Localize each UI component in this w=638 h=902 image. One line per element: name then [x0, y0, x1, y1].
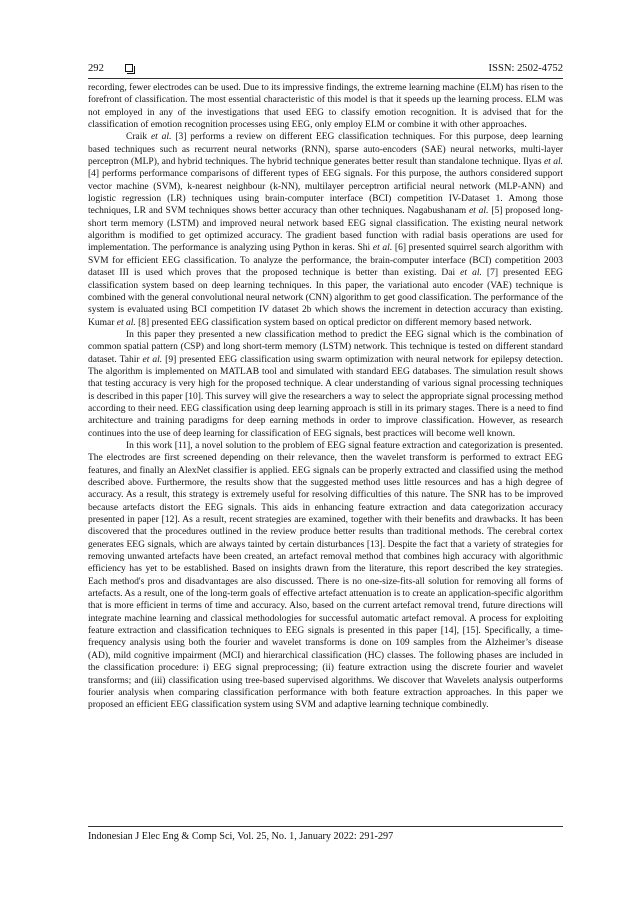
italic-text: et al.	[543, 157, 563, 168]
text-run: [6] presented squirrel search algorithm with SVM for efficient EEG classification. To analyze the performance, the brain-computer interface (BCI) competition 2003 dataset III is used which proves that the proposed technique is better than existing. Dai	[88, 243, 563, 279]
italic-text: et al.	[142, 354, 163, 365]
italic-text: et al.	[460, 268, 482, 279]
paragraph	[88, 82, 563, 131]
italic-text: et al.	[150, 132, 172, 143]
footer-rule	[88, 826, 563, 827]
page-number: 292	[88, 63, 104, 74]
text-run: [5] proposed long-short term memory (LSTM) and improved neural network based EEG signal classification. The existing neural network algorithm is modified to get optimized accuracy. The gradient based function with radial basis operations are used for implementation. The performance is analyzing using Python in keras. Shi	[88, 206, 563, 254]
paragraph	[88, 329, 563, 440]
issn: ISSN: 2502-4752	[488, 63, 563, 74]
paragraph	[88, 440, 563, 712]
paragraph	[88, 131, 563, 329]
body-text	[88, 82, 563, 712]
text-run: [8] presented EEG classification system based on optical predictor on different memory based network.	[135, 317, 532, 328]
italic-text: et al.	[372, 243, 393, 254]
italic-text: et al.	[468, 206, 489, 217]
header-rule	[88, 78, 563, 79]
text-run: In this work [11], a novel solution to the problem of EEG signal feature extraction and categorization is presented. The electrodes are first screened depending on their relevance, then the wavelet transform is performed to extract EEG features, and finally an AlexNet classifier is applied. EEG signals can be properly extracted and classified using the method described above. Furthermore, the results show that the suggested method uses little resources and has a high degree of accuracy. As a result, this strategy is extremely useful for resolving difficulties of this nature. The SNR has to be improved because artefacts distort the EEG signals. This aids in enhancing feature extraction and data categorization accuracy presented in paper [12]. As a result, recent strategies are examined, together with their benefits and drawbacks. It has been discovered that the procedures outlined in the review produce better results than traditional methods. The cerebral cortex generates EEG signals, which are always tainted by certain disturbances [13]. Despite the fact that a variety of strategies for removing unwanted artefacts have been created, an artefact removal method that combines high accuracy with algorithmic efficiency has yet to be established. Based on insights drawn from the literature, this report described the key strategies. Each method's pros and disadvantages are also discussed. There is no one-size-fits-all solution for removing all forms of artefacts. As a result, one of the long-term goals of effective artefact attenuation is to create an application-specific algorithm that is more efficient in terms of time and accuracy. Also, based on the current artefact removal trend, future directions will integrate machine learning and classical methodologies for successful automatic artefact removal. A process for exploiting feature extraction and classification techniques to EEG signals is presented in this paper [14], [15]. Specifically, a time-frequency analysis using both the fourier and wavelet transforms is done on 109 samples from the Alzheimer’s disease (AD), mild cognitive impairment (MCI) and hierarchical classification (HC) classes. The following phases are included in the classification procedure: i) EEG signal preprocessing; (ii) feature extraction using the discrete fourier and wavelet transforms; and (iii) classification using tree-based supervised algorithms. We discover that Wavelets analysis outperforms fourier analysis when comparing classification performance with both feature extraction approaches. In this paper we proposed an efficient EEG classification system using SVM and adaptive learning technique combinedly.	[88, 440, 563, 711]
text-run: [3] performs a review on different EEG classification techniques. For this purpose, deep learning based techniques such as recurrent neural networks (RNN), sparse auto-encoders (SAE) neural networks, multi-layer perceptron (MLP), and hybrid techniques. The hybrid technique generates better result than standalone technique. Ilyas	[88, 132, 563, 168]
page-footer: Indonesian J Elec Eng & Comp Sci, Vol. 25, No. 1, January 2022: 291-297	[88, 831, 394, 842]
text-run: In this paper they presented a new classification method to predict the EEG signal which is the combination of common spatial pattern (CSP) and long short-term memory (LSTM) network. This technique is tested on different standard dataset. Tahir	[88, 329, 563, 365]
text-run: [4] performs performance comparisons of different types of EEG signals. For this purpose, the authors considered support vector machine (SVM), k-nearest neighbour (k-NN), multilayer perceptron artificial neural network (MLP-ANN) and logistic regression (LR) techniques using brain-computer interface (BCI) competition IV-Dataset 1. Among those techniques, LR and SVM techniques shows better accuracy than other techniques. Nagabushanam	[88, 169, 563, 217]
text-run: Craik	[126, 132, 151, 143]
text-run: recording, fewer electrodes can be used. Due to its impressive findings, the extreme learning machine (ELM) has risen to the forefront of classification. The most essential characteristic of this model is that it speeds up the learning process. ELM was not employed in any of the investigations that used EEG to classify emotion recognition. It is advised that for the classification of emotion recognition processes using EEG, only employ ELM or combine it with other approaches.	[88, 83, 563, 131]
journal-square-icon	[125, 64, 133, 72]
italic-text: et al.	[116, 317, 136, 328]
text-run: [7] presented EEG classification system based on deep learning techniques. In this paper, the variational auto encoder (VAE) technique is combined with the general convolutional neural network (CNN) algorithm to get good classification. The performance of the system is evaluated using BCI competition IV dataset 2b which shows the increment in detection accuracy than existing. Kumar	[88, 268, 563, 328]
page-header	[88, 62, 563, 78]
text-run: [9] presented EEG classification using swarm optimization with neural network for epilepsy detection. The algorithm is implemented on MATLAB tool and simulated with standard EEG databases. The simulation result shows that testing accuracy is very high for the proposed technique. A clear understanding of various signal processing techniques is described in this paper [10]. This survey will give the researchers a way to select the appropriate signal processing method according to their need. EEG classification using deep learning approach is still in its primary stages. There is a need to find architecture and training paradigms for deep earning methods in order to improve classification. However, as research continues into the use of deep learning for classification of EEG signals, best practices will become well known.	[88, 354, 563, 439]
